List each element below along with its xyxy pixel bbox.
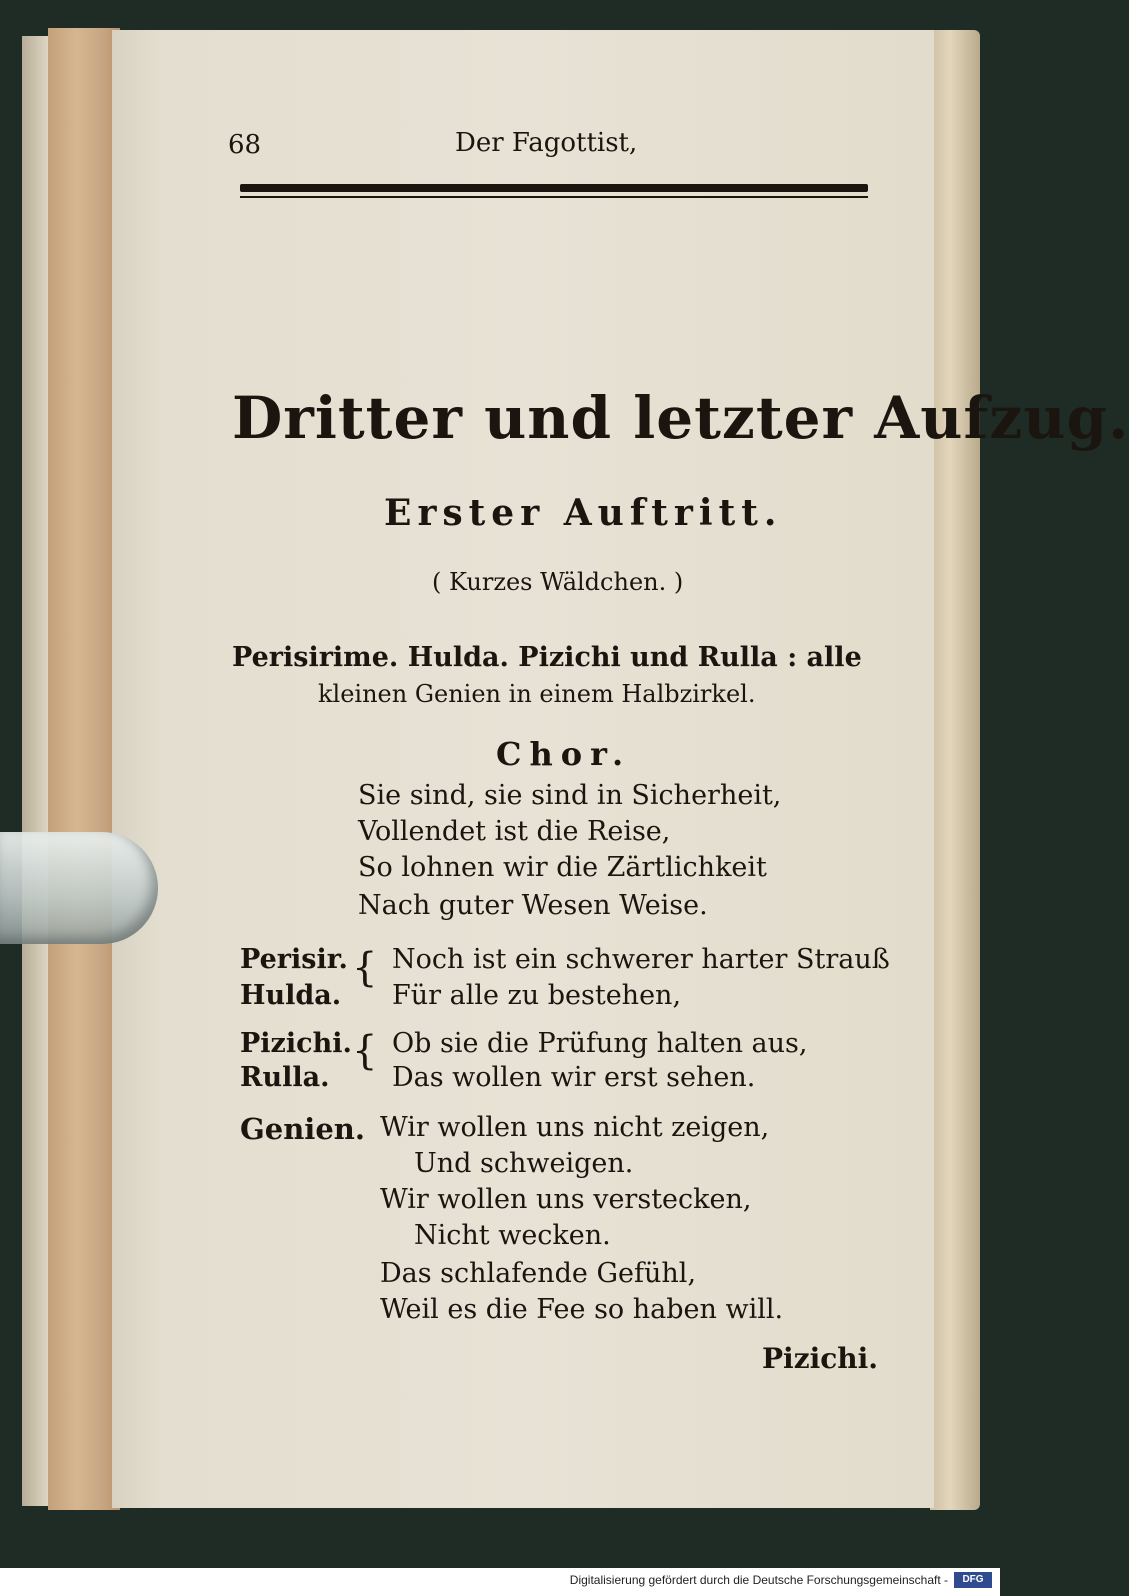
verse-line: Ob sie die Prüfung halten aus, <box>392 1028 808 1059</box>
verse-line: Für alle zu bestehen, <box>392 980 682 1011</box>
book-right-pages <box>930 30 980 1510</box>
cast-line-2: kleinen Genien in einem Halbzirkel. <box>318 680 756 708</box>
footer-credit: Digitalisierung gefördert durch die Deutsche Forschungsgemeinschaft - <box>569 1573 948 1587</box>
chor-line: Sie sind, sie sind in Sicherheit, <box>358 780 782 811</box>
speaker-hulda: Hulda. <box>240 980 342 1011</box>
verse-line: Weil es die Fee so haben will. <box>380 1294 784 1325</box>
scene-title: Erster Auftritt. <box>384 492 783 534</box>
speaker-genien: Genien. <box>240 1112 365 1146</box>
header-rule-thin <box>240 196 868 198</box>
catchword: Pizichi. <box>762 1342 879 1375</box>
dfg-logo-icon: DFG <box>954 1572 992 1588</box>
brace-icon: { <box>352 1028 378 1074</box>
speaker-rulla: Rulla. <box>240 1062 330 1093</box>
verse-line: Das wollen wir erst sehen. <box>392 1062 756 1093</box>
speaker-perisir: Perisir. <box>240 944 348 975</box>
chor-heading: Chor. <box>496 735 632 773</box>
verse-line: Und schweigen. <box>414 1148 634 1179</box>
running-head: Der Fagottist, <box>455 128 638 158</box>
brace-icon: { <box>352 945 378 991</box>
page-stack-edge <box>48 28 120 1510</box>
act-title: Dritter und letzter Aufzug. <box>232 384 1129 452</box>
verse-line: Wir wollen uns nicht zeigen, <box>380 1112 770 1143</box>
verse-line: Wir wollen uns verstecken, <box>380 1184 752 1215</box>
page-number: 68 <box>228 130 262 160</box>
speaker-pizichi: Pizichi. <box>240 1028 352 1059</box>
header-rule <box>240 184 868 192</box>
chor-line: Nach guter Wesen Weise. <box>358 890 708 921</box>
chor-line: Vollendet ist die Reise, <box>358 816 671 847</box>
cast-line-1: Perisirime. Hulda. Pizichi und Rulla : alle <box>232 642 862 673</box>
verse-line: Nicht wecken. <box>414 1220 611 1251</box>
chor-line: So lohnen wir die Zärtlichkeit <box>358 852 767 883</box>
verse-line: Das schlafende Gefühl, <box>380 1258 697 1289</box>
scanner-clip <box>0 832 158 944</box>
verse-line: Noch ist ein schwerer harter Strauß <box>392 944 890 975</box>
stage-setting: ( Kurzes Wäldchen. ) <box>432 568 684 596</box>
